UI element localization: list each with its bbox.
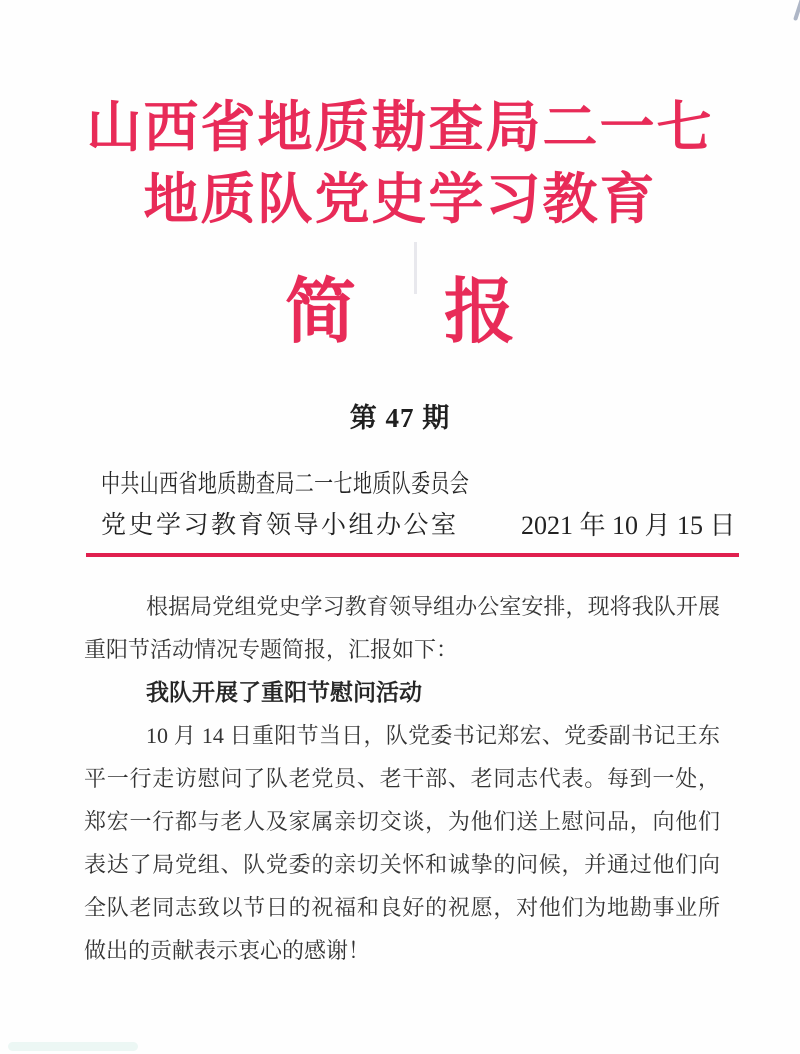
bulletin-name <box>0 274 800 352</box>
masthead-title-line2: 地质队党史学习教育 <box>143 169 657 230</box>
bulletin-name-char-1: 简 <box>284 274 356 352</box>
scan-artifact-bottom <box>8 1042 138 1051</box>
body-paragraph-2: 10 月 14 日重阳节当日，队党委书记郑宏、党委副书记王东平一行走访慰问了队老党员、老干部、老同志代表。每到一处，郑宏一行都与老人及家属亲切交谈，为他们送上慰问品，向他们表达了局党组、队党委的亲切关怀和诚挚的问候，并通过他们向全队老同志致以节日的祝福和良好的祝愿，对他们为地勘事业所做出的贡献表示衷心的感谢！ <box>84 723 720 963</box>
body-section-heading: 我队开展了重阳节慰问活动 <box>146 679 422 705</box>
body-text <box>84 585 720 972</box>
body-paragraph-1: 根据局党组党史学习教育领导组办公室安排，现将我队开展重阳节活动情况专题简报，汇报如下： <box>84 594 720 662</box>
issuer-office-line: 党史学习教育领导小组办公室 <box>101 512 459 539</box>
bulletin-name-char-2: 报 <box>444 274 516 352</box>
issue-date: 2021 年 10 月 15 日 <box>521 511 736 540</box>
scan-artifact-corner <box>793 0 800 21</box>
issue-number: 第 47 期 <box>349 403 451 433</box>
masthead-title-line1: 山西省地质勘查局二一七 <box>86 97 714 158</box>
masthead-divider-rule <box>86 553 739 557</box>
issuer-committee-line: 中共山西省地质勘查局二一七地质队委员会 <box>101 471 470 498</box>
